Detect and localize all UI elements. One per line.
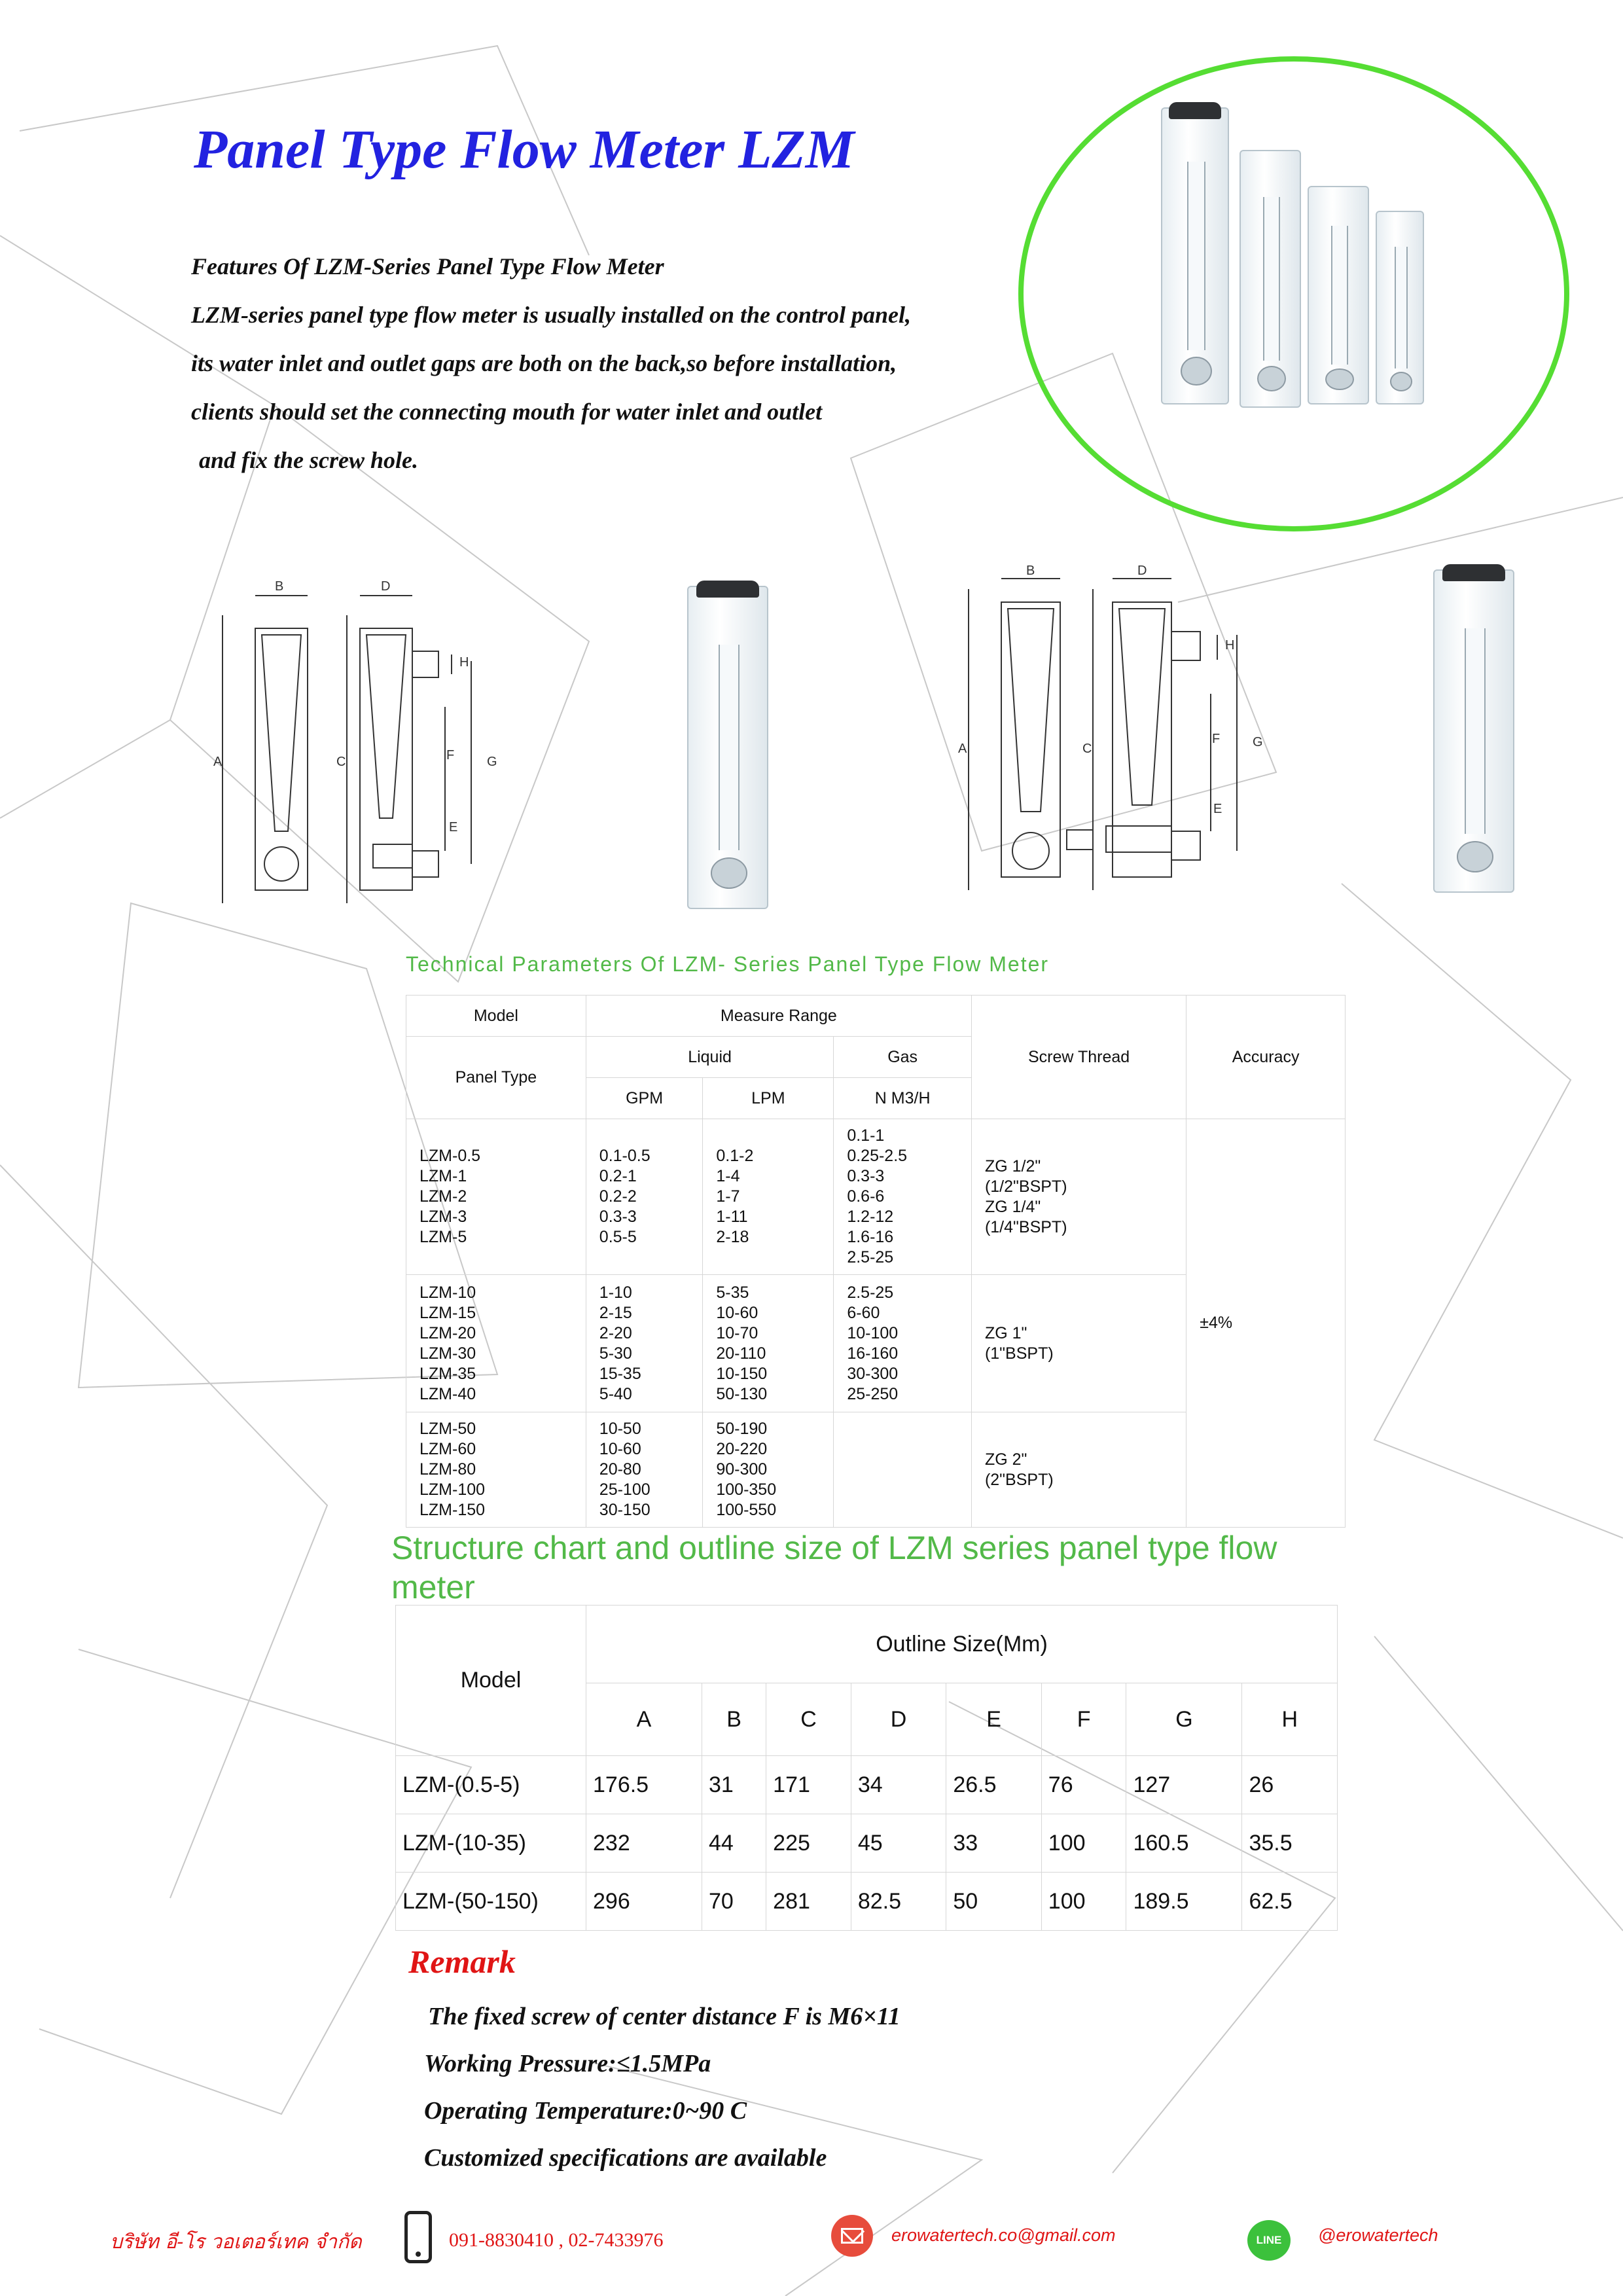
remark-line: Customized specifications are available	[424, 2144, 827, 2172]
line-icon: LINE	[1247, 2220, 1291, 2261]
header-col-f: F	[1041, 1683, 1126, 1756]
thread-cell: ZG 1/2" (1/2"BSPT) ZG 1/4" (1/4"BSPT)	[971, 1119, 1186, 1275]
dim-label: B	[1026, 564, 1035, 578]
dim-label: C	[1082, 742, 1092, 756]
value-cell: 232	[586, 1814, 702, 1873]
dim-label: B	[275, 579, 284, 594]
dim-label: D	[1137, 564, 1147, 578]
remark-title: Remark	[408, 1943, 516, 1980]
value-cell: 50	[946, 1873, 1041, 1931]
remark-line: Working Pressure:≤1.5MPa	[424, 2050, 711, 2077]
dim-label: D	[381, 579, 391, 594]
header-model: Model	[406, 996, 586, 1037]
header-measure-range: Measure Range	[586, 996, 971, 1037]
header-col-h: H	[1242, 1683, 1338, 1756]
tech-params-heading: Technical Parameters Of LZM- Series Panel Type Flow Meter	[406, 952, 1050, 976]
outline-size-table	[395, 1605, 1338, 1931]
value-cell: 176.5	[586, 1756, 702, 1814]
features-line: LZM-series panel type flow meter is usually installed on the control panel,	[191, 302, 912, 328]
value-cell: 100	[1041, 1873, 1126, 1931]
header-liquid: Liquid	[586, 1037, 834, 1078]
value-cell: 44	[702, 1814, 766, 1873]
value-cell: 171	[766, 1756, 851, 1814]
flow-meter-image	[1308, 186, 1369, 404]
dim-label: G	[487, 755, 497, 769]
dim-label: A	[958, 742, 967, 756]
table-row	[396, 1756, 1338, 1814]
lpm-cell: 0.1-2 1-4 1-7 1-11 2-18	[703, 1119, 834, 1275]
accuracy-cell: ±4%	[1186, 1119, 1346, 1528]
value-cell: 281	[766, 1873, 851, 1931]
structure-heading: Structure chart and outline size of LZM series panel type flow meter	[391, 1530, 1277, 1605]
value-cell: 160.5	[1126, 1814, 1242, 1873]
header-col-g: G	[1126, 1683, 1242, 1756]
gpm-cell: 1-10 2-15 2-20 5-30 15-35 5-40	[586, 1275, 703, 1412]
page-title: Panel Type Flow Meter LZM	[194, 119, 855, 180]
value-cell: 34	[851, 1756, 946, 1814]
header-accuracy: Accuracy	[1186, 996, 1346, 1119]
value-cell: 33	[946, 1814, 1041, 1873]
value-cell: 82.5	[851, 1873, 946, 1931]
thread-cell: ZG 2" (2"BSPT)	[971, 1412, 1186, 1528]
header-lpm: LPM	[703, 1078, 834, 1119]
dim-label: H	[1225, 638, 1235, 653]
table-row	[406, 1119, 1346, 1275]
value-cell: 62.5	[1242, 1873, 1338, 1931]
dim-label: F	[446, 748, 455, 762]
lpm-cell: 50-190 20-220 90-300 100-350 100-550	[703, 1412, 834, 1528]
value-cell: 26	[1242, 1756, 1338, 1814]
line-id[interactable]: @erowatertech	[1318, 2225, 1438, 2245]
flow-meter-photo	[1433, 569, 1514, 893]
flow-meter-image	[1376, 211, 1424, 404]
table-row	[396, 1873, 1338, 1931]
header-col-a: A	[586, 1683, 702, 1756]
gpm-cell: 0.1-0.5 0.2-1 0.2-2 0.3-3 0.5-5	[586, 1119, 703, 1275]
header-col-b: B	[702, 1683, 766, 1756]
model-cell: LZM-(10-35)	[396, 1814, 586, 1873]
technical-drawing-large	[942, 563, 1283, 903]
header-col-e: E	[946, 1683, 1041, 1756]
product-photo-frame	[1018, 56, 1569, 531]
header-panel-type: Panel Type	[406, 1037, 586, 1119]
table-row	[396, 1814, 1338, 1873]
remark-line: Operating Temperature:0~90 C	[424, 2097, 747, 2125]
dim-label: A	[213, 755, 223, 769]
models-cell: LZM-0.5 LZM-1 LZM-2 LZM-3 LZM-5	[406, 1119, 586, 1275]
gas-cell: 0.1-1 0.25-2.5 0.3-3 0.6-6 1.2-12 1.6-16 2.5-25	[834, 1119, 972, 1275]
models-cell: LZM-10 LZM-15 LZM-20 LZM-30 LZM-35 LZM-40	[406, 1275, 586, 1412]
remark-line: The fixed screw of center distance F is M6×11	[428, 2003, 901, 2030]
features-heading: Features Of LZM-Series Panel Type Flow Meter	[191, 253, 664, 279]
flow-meter-image	[1240, 150, 1301, 408]
gpm-cell: 10-50 10-60 20-80 25-100 30-150	[586, 1412, 703, 1528]
dim-label: E	[449, 820, 458, 834]
gas-cell	[834, 1412, 972, 1528]
value-cell: 45	[851, 1814, 946, 1873]
lpm-cell: 5-35 10-60 10-70 20-110 10-150 50-130	[703, 1275, 834, 1412]
value-cell: 31	[702, 1756, 766, 1814]
header-model: Model	[396, 1605, 586, 1756]
features-line: and fix the screw hole.	[199, 447, 419, 473]
tech-params-table	[406, 995, 1346, 1528]
value-cell: 296	[586, 1873, 702, 1931]
header-outline-size: Outline Size(Mm)	[586, 1605, 1338, 1683]
value-cell: 100	[1041, 1814, 1126, 1873]
model-cell: LZM-(0.5-5)	[396, 1756, 586, 1814]
dim-label: C	[336, 755, 346, 769]
header-screw-thread: Screw Thread	[971, 996, 1186, 1119]
header-col-c: C	[766, 1683, 851, 1756]
value-cell: 127	[1126, 1756, 1242, 1814]
dim-label: F	[1212, 732, 1221, 746]
models-cell: LZM-50 LZM-60 LZM-80 LZM-100 LZM-150	[406, 1412, 586, 1528]
features-text	[191, 242, 1016, 484]
features-line: its water inlet and outlet gaps are both on the back,so before installation,	[191, 350, 897, 376]
dim-label: E	[1213, 802, 1222, 816]
header-gas: Gas	[834, 1037, 972, 1078]
technical-drawing-small	[209, 576, 537, 916]
value-cell: 35.5	[1242, 1814, 1338, 1873]
mail-icon	[831, 2215, 873, 2257]
value-cell: 70	[702, 1873, 766, 1931]
header-col-d: D	[851, 1683, 946, 1756]
value-cell: 189.5	[1126, 1873, 1242, 1931]
remark-list	[424, 1993, 901, 2181]
gas-cell: 2.5-25 6-60 10-100 16-160 30-300 25-250	[834, 1275, 972, 1412]
flow-meter-image	[1161, 107, 1229, 404]
thread-cell: ZG 1" (1"BSPT)	[971, 1275, 1186, 1412]
email-link[interactable]: erowatertech.co@gmail.com	[891, 2225, 1116, 2245]
header-nm3h: N M3/H	[834, 1078, 972, 1119]
phone-numbers[interactable]: 091-8830410 , 02-7433976	[449, 2229, 664, 2251]
value-cell: 225	[766, 1814, 851, 1873]
dim-label: H	[459, 655, 469, 670]
model-cell: LZM-(50-150)	[396, 1873, 586, 1931]
phone-icon	[404, 2211, 432, 2263]
header-gpm: GPM	[586, 1078, 703, 1119]
company-name: บริษัท อี-โร วอเตอร์เทค จำกัด	[110, 2231, 362, 2253]
features-line: clients should set the connecting mouth for water inlet and outlet	[191, 399, 823, 425]
value-cell: 26.5	[946, 1756, 1041, 1814]
value-cell: 76	[1041, 1756, 1126, 1814]
flow-meter-photo	[687, 586, 768, 909]
dim-label: G	[1253, 735, 1263, 749]
